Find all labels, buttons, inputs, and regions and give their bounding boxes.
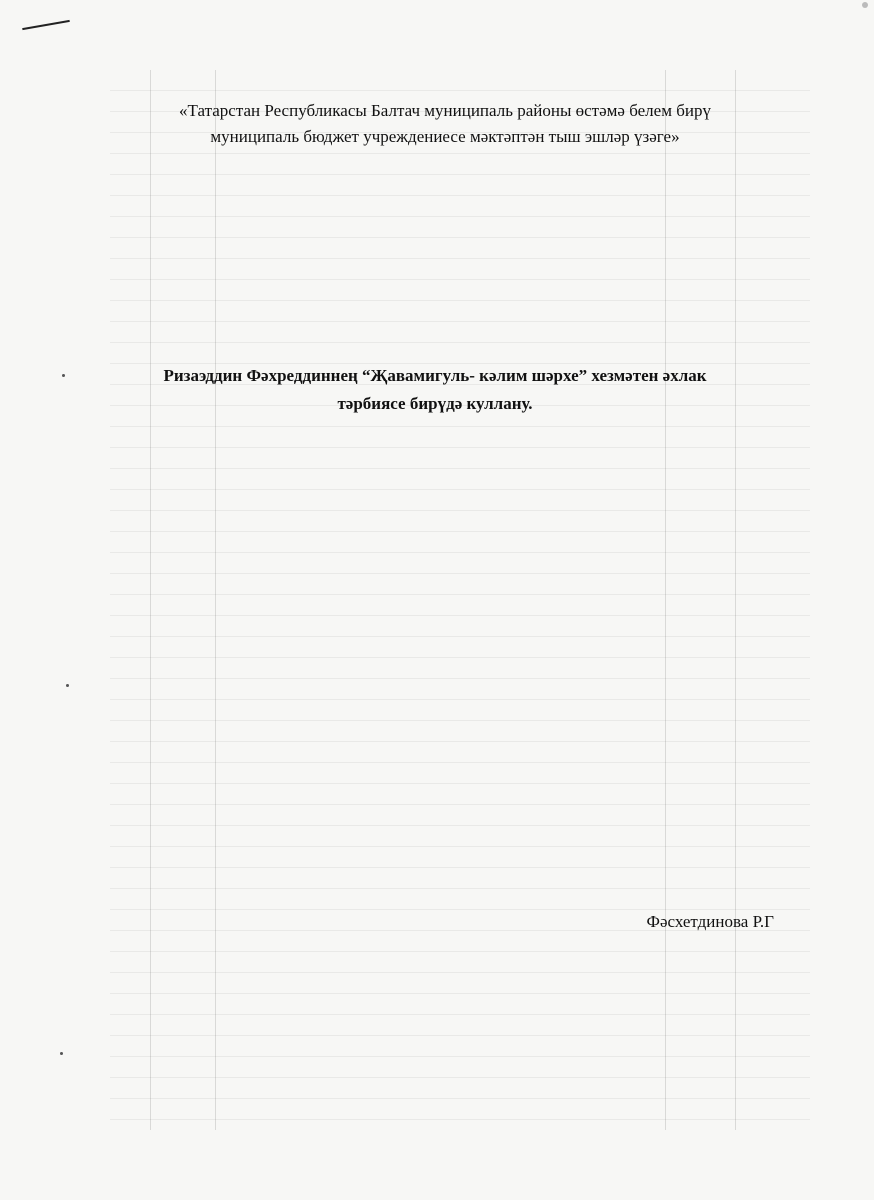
bleed-through-row <box>110 952 810 973</box>
bleed-through-row <box>110 574 810 595</box>
bleed-through-row <box>110 511 810 532</box>
bleed-through-row <box>110 763 810 784</box>
scan-speck <box>60 1052 63 1055</box>
bleed-through-row <box>110 427 810 448</box>
title-line-1: Ризаэддин Фәхреддиннең “Җавамигуль- кәлим шәрхе” хезмәтен әхлак <box>163 366 707 385</box>
bleed-through-row <box>110 322 810 343</box>
bleed-through-row <box>110 175 810 196</box>
bleed-through-row <box>110 994 810 1015</box>
bleed-through-row <box>110 301 810 322</box>
bleed-through-row <box>110 742 810 763</box>
bleed-through-row <box>110 847 810 868</box>
author-name: Фәсхетдинова Р.Г <box>646 912 774 931</box>
bleed-through-row <box>110 238 810 259</box>
bleed-through-row <box>110 826 810 847</box>
bleed-through-row <box>110 70 810 91</box>
bleed-through-row <box>110 553 810 574</box>
title-line-2: тәрбиясе бирүдә куллану. <box>337 394 533 413</box>
bleed-through-row <box>110 259 810 280</box>
bleed-through-row <box>110 616 810 637</box>
bleed-through-row <box>110 217 810 238</box>
bleed-through-row <box>110 637 810 658</box>
bleed-through-row <box>110 721 810 742</box>
organization-line-1: «Татарстан Республикасы Балтач муниципаль районы өстәмә белем бирү <box>179 101 711 120</box>
bleed-through-row <box>110 532 810 553</box>
bleed-through-row <box>110 658 810 679</box>
bleed-through-row <box>110 490 810 511</box>
bleed-through-row <box>110 1099 810 1120</box>
bleed-through-row <box>110 1057 810 1078</box>
bleed-through-row <box>110 931 810 952</box>
bleed-through-row <box>110 448 810 469</box>
bleed-through-row <box>110 196 810 217</box>
pen-mark <box>22 20 70 30</box>
bleed-through-row <box>110 469 810 490</box>
scan-speck <box>62 374 65 377</box>
bleed-through-row <box>110 679 810 700</box>
bleed-through-row <box>110 595 810 616</box>
bleed-through-row <box>110 805 810 826</box>
bleed-through-row <box>110 1036 810 1057</box>
bleed-through-row <box>110 889 810 910</box>
document-title <box>100 362 770 418</box>
bleed-through-row <box>110 784 810 805</box>
bleed-through-texture <box>110 70 810 1130</box>
bleed-through-row <box>110 973 810 994</box>
scan-speck <box>66 684 69 687</box>
bleed-through-row <box>110 343 810 364</box>
bleed-through-row <box>110 1015 810 1036</box>
scan-mark <box>862 2 868 8</box>
organization-line-2: муниципаль бюджет учреждениесе мәктәптән тыш эшләр үзәге» <box>210 127 680 146</box>
bleed-through-row <box>110 280 810 301</box>
bleed-through-row <box>110 868 810 889</box>
bleed-through-row <box>110 154 810 175</box>
organization-header <box>100 98 790 150</box>
bleed-through-row <box>110 1078 810 1099</box>
bleed-through-row <box>110 700 810 721</box>
